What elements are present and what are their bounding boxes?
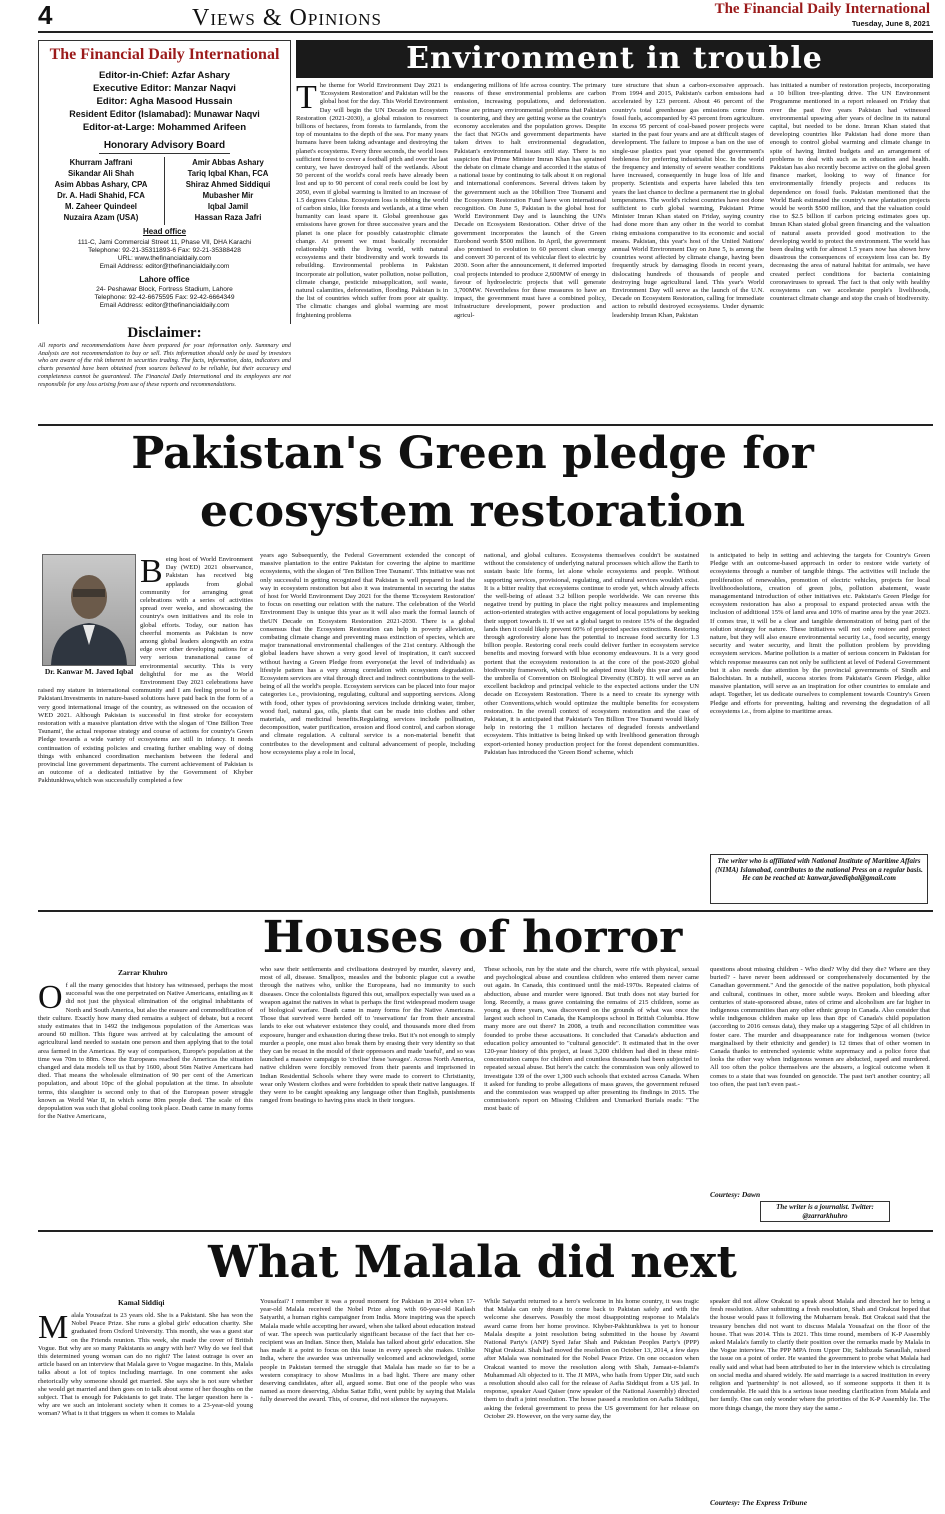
article1-column: Being host of World Environment Day (WED) 2021 observance, Pakistan has received big applauds from global community for arranging great celebrations with a series of activities spread over weeks, and showcasing the country's own initiatives and its role in global efforts. Today, our nation has cheerful moments as Pakistan is now among global leaders alongwith an extra edge over other developing nations for a very serious transnational cause of environmental security. This is very delightful for me as the World Environment Day 2021 celebrations have raised my stature in international community and I am feeling proud to be a Pakistani.Investments in nature-based solutions have paid back in the form of a very good international image of the country, as witnessed on the occasion of WED 2021. Although Pakistan is successful in first stroke for ecosystem restoration with a massive plantation drive with the slogan of 'One Billion Tree Tsunami', the actual response strategy and course of actions for country's Green Pledge towards a wide variety of ecosystems are still in infancy. It needs continuation of existing policies and creating further enabling way of doing things with enhanced coordination mechanism between the federal and provincial line government departments. The current achievement of Pakistan is an outcome of a dedicated initiative by the Government of Khyber Pakhtunkhwa,which was successfully completed a few xyxy=(38,556,253,785)
board-member: Iqbal Jamil xyxy=(207,202,249,211)
author-caption: Dr. Kanwar M. Javed Iqbal xyxy=(44,667,134,676)
article2-writer-note xyxy=(760,1201,890,1222)
masthead-box xyxy=(38,40,291,341)
board-member: Hassan Raza Jafri xyxy=(194,213,262,222)
article2-column: who saw their settlements and civilisations destroyed by murder, slavery and, most of all, disease. Smallpox, measles and the bubonic plague cut a swathe through the natives who, unlike the Europeans, had no immunity to such diseases. Once the colonialists figured this out, smallpox especially was used as a weapon against the natives in what is perhaps the first widespread modern usage of biological warfare. Death came in many forms for the Native Americans. Those that survived were herded off to 'reservations' far from their ancestral lands to eke out whatever existence they could, and thousands more died from exposure, hunger and exhaustion during these treks. But it's not enough to simply murder a people, one must also break them by erasing their very identity so that they can be recast in the mould of their oppressors and made 'useful', and so was launched a massive campaign to 'civilise' these 'savages'. Across North America, native children were forcibly removed from their parents and imprisoned in Indian Residential Schools where they were made to convert to Christianity, wear only Western clothes and were forbidden to speak their native languages. If they were to be caught speaking any language other than English, punishments ranged from beatings to having pins stuck in their tongues. xyxy=(260,966,475,1105)
head-office-title: Head office xyxy=(142,227,187,236)
advisory-board-divider xyxy=(164,157,165,225)
article1-column: national, and global cultures. Ecosystems themselves couldn't be sustained without the consistency of underlying natural processes which allow the Earth to sustain basic life forms, let alone whole ecosystems and people. Without supporting services, provisional, regulating, and cultural services wouldn't exist. It is a bitter reality that ecosystems continue to erode yet, which already affects the well-being of atleast 3.2 billion people worldwide. We can reverse this negative trend by putting in place the right policy measures and implementing action-oriented strategies with active engagement of local populations by seeking their support towards it. If we set a global target to restore 15% of the degraded lands then it could likely prevent 60% of projected species extinctions. Restoring through agroforestry alone has the potential to increase food security for 1.3 billion people. Restoring coral reefs could deliver further in ecosystem service benefits and moving forward with blue economy endeavours. It is a very good portent that the ecosystem restoration is at the core of the post-2020 global biodiversity framework, which will be adopted most likely this year and under the umbrella of Convention on Biological Diversity (CBD). It will serve as an excellent backdrop and principal vehicle to the expected actions under the UN decade on Ecosystem Restoration. There is a need to create its synergy with other Conventions,which would optimize the multiple benefits for ecosystem restoration. In the overall context of ecosystem restoration and the case of Pakistan, it is anticipated that Pakistan's Ten Billion Tree Tsunami would likely help in restoring the 1 million hectares of degraded forests andwetland ecosystem. This initiative is being linked up with livelihood generation through export-oriented honey production project for the forest dependent communities. Pakistan has introduced the 'Green Bond' scheme, which xyxy=(484,552,699,756)
head-office-email: Email Address: editor@thefinancialdaily.com xyxy=(99,263,230,270)
article3-courtesy: Courtesy: The Express Tribune xyxy=(710,1498,808,1507)
section-title: Views & Opinions xyxy=(192,5,382,31)
board-member: Sikandar Ali Shah xyxy=(67,169,134,178)
article2-column: Of all the many genocides that history has witnessed, perhaps the most successful was the one perpetrated on Native Americans, entailing as it did not just the physical elimination of the original inhabitants of North and South America, but also the erasure and commodification of their culture. Exactly how many died remains a subject of debate, but a recent study estimates that in 1492 the indigenous population of the Americas was around 60 million. This figure was arrived at by calculating the amount of agricultural land needed to sustain one person and then applying that to the total area farmed in the Americas. By way of comparison, Europe's population at the time was 70m to 88m. Once the Europeans reached the Americas the situation changed and data models tell us that by 1600, about 56m Native Americans had died. That means the wholesale elimination of 90 per cent of the American population, and about 10pc of the global population at the time. In absolute terms, this slaughter is second only to that of the European power struggle known as World War II, in which some 80m people died. The scale of this depopulation was such that global cooling took place. Death came in many forms for the Native Americans, xyxy=(38,982,253,1121)
board-member: Nuzaira Azam (USA) xyxy=(63,213,139,222)
article2-headline: Houses of horror xyxy=(262,912,683,963)
header-rule xyxy=(38,31,933,33)
page-number: 4 xyxy=(38,0,53,30)
editorial-headline: Environment in trouble xyxy=(406,41,823,76)
article1-headline-line1: Pakistan's Green pledge for xyxy=(131,428,814,479)
article2-column: These schools, run by the state and the church, were rife with physical, sexual and psychological abuse and countless children who entered them never came out again. In Canada, this continued until the mid-1970s. Repeated claims of abduction, abuse and murder were ignored. But truth does not stay buried for long. Recently, a mass grave containing the remains of 215 children, some as young as three years, was discovered on the grounds of what was once the largest such school in Canada, the Kamploops school in British Columbia. How many more are out there? In 2008, a truth and reconciliation committee was founded to probe these accusations. It concluded that Canada's abduction and education policy amounted to "cultural genocide". It estimated that in the over 120-year history of this project, at least 3,200 children had died in these mini-concentration camps for children and countless thousands had been subjected to repeated sexual abuse. But here's the catch: the commission was only allowed to investigate 139 of the over 1,300 such schools that existed across Canada. When it asked for funding to probe allegations of mass graves, the government refused and the commission was wrapped up after presenting its findings in 2015. The commission's report on Missing Children and Unmarked Burials reads: "The most basic of xyxy=(484,966,699,1113)
drop-cap: T xyxy=(296,82,317,116)
article1-column: is anticipated to help in setting and achieving the targets for Country's Green Pledge with an outcome-based approach in order to restore wide variety of ecosystems through a number of tangible things. The activities will include the proliferation of renewables, promotion of electric vehicles, projects for local livelihoodsolutions, creation of green jobs, pollution abatement, waste managementand introduction of other initiatives etc. Pakistan's Green Pledge for ecosystem restoration has also a proposal to expand protected areas with the inclusion of additional 15% of land area and 10% of marine area by the year 2023. If comes true, it will be a clear and tangible demonstration of being part of the solution strategy for nature. These initiatives will not only restore and protect nature, but they will also ensure environmental security i.e., food security, energy security and water security, and limit the pollution problem by providing ecosystem services. Marine pollution is a matter of serious concern in Pakistan for which response measures can not only be sufficient at level of Federal Government but it also needs due attention by the provincial governments of Sindh and Balochistan. In a nutshell, success stories from Pakistan's Green Pledge, alike massive plantation, will serve as an inspiration for other countries to emulate and adapt. Together, let us dedicate ourselves to complement towards Country's Green Pledge and efforts for preventing, halting and reversing the degradation of all ecosystems i.e., from alpine to maritime areas. xyxy=(710,552,930,715)
article1-writer-note xyxy=(710,854,928,904)
head-office-url: URL: www.thefinancialdaily.com xyxy=(117,255,212,262)
article3-column: While Satyarthi returned to a hero's welcome in his home country, it was tragic that Malala can only dream to come back to Pakistan safely and with the welcome she deserves. Possibly the most disappointing response to Malala's award came from her home province. Khyber-Pakhtunkhwa is yet to honour Malala despite a joint resolution being submitted in the house by Awami National Party's (ANP) Syed Jafar Shah and Pakistan Peoples Party's (PPP) Nighat Orakzai. Shah had moved the resolution on October 13, 2014, a few days after Malala was nominated for the Nobel Peace Prize. On one occasion when Orakzai wanted to move the resolution along with Shah, Jamaat-e-Islami's Muhammad Ali objected to it. The JI MPA, who hails from Upper Dir, said such a resolution should also call for the release of Aafia Siddiqui from a US jail. In response, speaker Asad Qaiser (now speaker of the National Assembly) directed them to draft a joint resolution. The house passed a resolution on Aafia Siddiqui, asking the federal government to press the US government for her release on October 29. However, on the very same day, the xyxy=(484,1298,699,1420)
editor-in-chief: Editor-in-Chief: Azfar Ashary xyxy=(99,70,230,81)
section-rule xyxy=(38,1230,933,1232)
article2-column: questions about missing children - Who died? Why did they die? Where are they buried? - have never been addressed or comprehensively documented by the Canadian government." And the genocide of the native population, both physical and cultural, continues in other, more subtle ways. Broken and bleeding after centuries of state-sponsored abuse, rates of crime and alcoholism are far higher in indigenous communities than any other ethnic group in Canada. Also consider that while indigenous children make up less than 8pc of Canada's child population (according to 2016 census data), they make up a staggering 52pc of all children in foster care. The murder and disappearance rate for indigenous women (twice marginalised by their ethnicity and gender) is 12 times that of other women in Canada thanks to entrenched systemic white supremacy and a police force that looks the other way when indigenous women are abducted, raped and murdered. All too often the police themselves are the abusers, a logical outcome when it comes to a state that was founded on genocide. The past isn't another country; all too often, the past isn't even past.- xyxy=(710,966,930,1088)
head-office-phone: Telephone: 92-21-35311893-6 Fax: 92-21-35388428 xyxy=(88,247,241,254)
lahore-office-phone: Telephone: 92-42-6675595 Fax: 92-42-6664349 xyxy=(94,294,235,301)
writer-note-text: The writer who is affiliated with National Institute of Maritime Affairs (NIMA) Islamabad, contributes to the national Press on a regular basis. He can be reached at: kanwar.javediqbal@gmail.com xyxy=(715,857,923,883)
board-member: Asim Abbas Ashary, CPA xyxy=(54,180,148,189)
article2-courtesy: Courtesy: Dawn xyxy=(710,1190,761,1199)
writer-note-text: The writer is a journalist. Twitter: @zarrarkhuhro xyxy=(776,1203,874,1220)
executive-editor: Executive Editor: Manzar Naqvi xyxy=(93,83,236,94)
drop-cap: B xyxy=(140,556,163,590)
lahore-office-email: Email Address: editor@thefinancialdaily.com xyxy=(99,302,230,309)
lahore-office-title: Lahore office xyxy=(139,275,190,284)
editorial-column: The theme for World Environment Day 2021 is 'Ecosystem Restoration' and Pakistan will be the global host for the day. This World Environment Day will begin the UN Decade on Ecosystem Restoration (2021-2030), a global mission to resurrect billions of hectares, from forests to farmlands, from the top of mountains to the depth of the sea. For many years humans have been taking advantage and destroying the planet's ecosystems. Every three seconds, the world loses sufficient forest to cover a football pitch and over the last century, we have destroyed half of the wetlands. About 50 percent of the world's coral reefs have already been lost and up to 90 percent of coral reefs could be lost by 2050, even if global warming is limited to an increase of 1.5 degrees Celsius. Ecosystem loss is robbing the world of carbon sinks, like forests and wetlands, at a time when humanity can least spare it. Global greenhouse gas emissions have grown for three successive years and the planet is one place for possibly catastrophic climate change. At present we must basically reconsider relationship with the living world, with natural ecosystems and their biodiversity and work towards its rebuilding. Environmental problems in Pakistan incorporate air pollution, water pollution, noise pollution, climate change, pesticide misapplication, soil waste, natural calamities, deforestation, flooding. Pakistan is in the list of countries which suffer from poor air quality. The climatic changes and global warming are most frightening problems xyxy=(296,82,448,319)
photo-spacer xyxy=(38,556,140,686)
article1-column: years ago Subsequently, the Federal Government extended the concept of massive plantation to the entire Pakistan for covering the alpine to maritime ecosystems, with the slogan of 'Ten Billion Tree Tsunami'. This initiative was not only successful in getting recognized that Pakistan is well prepared to lead the way in ecosystem restoration but also it was instrumental in securing the status of host for World Environment Day 2021 for the theme 'Ecosystem Restoration' to focus on resetting our relation with the nature. The celebration of the World Environment Day is unique this year as it will also mark the formal launch of theUN Decade on Ecosystem Restoration 2021-2030. There is a global consensus that the Ecosystem Restoration can help in poverty alleviation, combating climate change and preventing mass extinction of species, which are major transnational environmental challenges of the 21st century. Although the global leaders have shown a very good level of inspiration, it can't succeed without having a Green Pledge from everyone(at the level of individuals) as lifestyle pattern has a very strong correlation with ecosystem degradation. Ecosystem services are vital through direct and indirect contributions to the well-being of all the world's people. Ecosystem services can be placed into four major categories i.e., provisioning, regulating, cultural and supporting services. Along with food, other types of provisioning services include drinking water, timber, wood fuel, natural gas, oils, plants that can be made into clothes and other materials, and medicinal benefits.Regulating services include pollination, decomposition, water purification, erosion and flood control, and carbon storage and climate regulation. A cultural service is a non-material benefit that contributes to the development and cultural advancement of people, including how ecosystems play a role in local, xyxy=(260,552,475,756)
board-member: Dr. A. Hadi Shahid, FCA xyxy=(57,191,145,200)
drop-cap: O xyxy=(38,982,63,1016)
editorial-column: has initiated a number of restoration projects, incorporating a 10 billion tree-planting drive. The UN Environment Programme mentioned in a report released on Friday that over the past five years Pakistan had witnessed environmental upswing after years of decline in its natural capital, but needed to be done. Imran Khan stated that developing countries like Pakistan had done more than enough to control global warming and climate change in spite of having limited budgets and an arrangement of problems to deal with such as in education and health. Pakistan has also recently become active on the global green finance market, looking to way of finance for environmentally friendly projects and reduces its dependence on fossil fuels. Pakistan mentioned that the World Bank estimated the country's new plantation projects would be worth $500 million, and that the valuation could rise to $2.5 billion if carbon pricing estimates goes up. Imran Khan stated global green financing and the valuation of natural assets provided good motivation to the developing world to protect the environment. The world has been dealing with for almost 1.5 years now has shown how disastrous the consequences of ecosystem loss can be. By decreasing the area of natural habitat for animals, we have created perfect conditions for bacteria containing coronaviruses to spread. The fact is that only with healthy ecosystems can we accelerate people's livelihoods, counteract climate change and stop the crash of biodiversity. xyxy=(770,82,930,303)
drop-cap: M xyxy=(38,1312,69,1346)
board-member: Tariq Iqbal Khan, FCA xyxy=(187,169,269,178)
article2-byline: Zarrar Khuhro xyxy=(118,968,168,977)
board-member: M. Zaheer Quindeel xyxy=(65,202,137,211)
board-member: Shiraz Ahmed Siddiqui xyxy=(185,180,271,189)
article3-headline: What Malala did next xyxy=(208,1237,737,1288)
board-member: Khurram Jaffrani xyxy=(69,158,133,167)
lahore-office-address: 24- Peshawar Block, Fortress Stadium, Lahore xyxy=(96,286,233,293)
masthead-paper-name: The Financial Daily International xyxy=(49,46,280,63)
article3-column: Malala Yousafzai is 23 years old. She is a Pakistani. She has won the Nobel Peace Prize. She runs a global girls' education charity. She graduated from Oxford University. This month, she was a guest star on the Friends reunion. This week, she made the cover of British Vogue. But why are so many Pakistanis so angry with her? Why do we feel that this determined young woman can do no right? The latest outrage is over an article based on an interview that Malala gave to Vogue magazine. In this, Malala talks about a lot of topics including marriage. In one comment she asks rhetorically why someone should get married. She says she is not sure whether she would get married and then goes on to talk about some of her thoughts on the subject. That is enough for Pakistanis to get irate. The larger question here is - why are we such an intolerant society when it comes to a 23-year-old young woman? What is it that triggers us when it comes to Malala xyxy=(38,1312,253,1418)
editorial-column: ture structure that shun a carbon-excessive approach. From 1994 and 2015, Pakistan's carbon emissions had accelerated by 123 percent. About 46 percent of the country's total greenhouse gas emissions come from fossil fuels, accompanied by 43 percent from agriculture. In excess 95 percent of coal-based power projects were started in the past four years and are at difficult stages of development. The failure to impose a ban on the use of single-use plastics past year opened the government's feebleness for preferring industrialist bloc. In the world the frequency and intensity of severe weather conditions have increased, consequently in huge loss of life and property. Scientists and experts have labeled this ten years the last chance to decline a permanent rise in global temperatures. The world's richest countries have not done sufficient to curb global warming, Pakistani Prime Minister Imran Khan stated on Friday, saying country had done more than any other in the world to combat rising emissions comparative to its economic and social means. Pakistan, this year's host of the United Nations' annual World Environment Day on June 5, is among the countries worst affected by climate change, having been frequently struck by damaging floods in recent years, dislocating hundreds of thousands of people and destroying huge agricultural land. This year's World Environment Day will serve as the launch of the U.N. Decade on Ecosystem Restoration, calling for immediate action to rebuild destroyed ecosystems. Under dynamic leadership Imran Khan, Pakistan xyxy=(612,82,764,319)
editor: Editor: Agha Masood Hussain xyxy=(96,96,233,107)
board-member: Amir Abbas Ashary xyxy=(192,158,264,167)
article3-column: Yousafzai? I remember it was a proud moment for Pakistan in 2014 when 17-year-old Malala received the Nobel Prize along with 60-year-old Kailash Satyarthi, a human rights campaigner from India. More inspiring was the speech Malala made while accepting her award, when she talked about education instead of war. The speech was particularly significant because of the fact that her co-recipient was an Indian. Since then, Malala has talked about girls' education. She has made it a point to focus on this issue in every speech she makes. Unlike India, where the awardee was universally welcomed and acknowledged, some people in Pakistan termed the struggle that Malala has made so far to be a western conspiracy to show Muslims in a bad light. There are many other deserving candidates, after all, argued some. But one of the people who was named as more deserving, Abdus Sattar Edhi, went public by saying that Malala fully deserved the award. This, of course, did not silence the naysayers. xyxy=(260,1298,475,1404)
article1-headline-line2: ecosystem restoration xyxy=(199,486,746,537)
advisory-board-title: Honorary Advisory Board xyxy=(99,139,230,154)
disclaimer-title: Disclaimer: xyxy=(38,324,291,342)
board-member: Mubasher Mir xyxy=(202,191,254,200)
editor-at-large: Editor-at-Large: Mohammed Arifeen xyxy=(82,122,247,133)
disclaimer-text: All reports and recommendations have been prepared for your information only. Summary and Analysis are not recommendation to buy or sell. This information should only be used by investors who are aware of the risk inherent in securities trading. The facts, information, data, indicators and charts presented have been obtained from sources believed to be reliable, but their accuracy and completeness cannot be guaranteed. The Financial Daily International and its employees are not responsible for any loss arising from use of these reports and recommendations. xyxy=(38,342,291,388)
section-rule xyxy=(38,424,933,426)
header-paper-name: The Financial Daily International xyxy=(714,1,930,17)
article3-byline: Kamal Siddiqi xyxy=(118,1298,165,1307)
resident-editor: Resident Editor (Islamabad): Munawar Naqvi xyxy=(69,109,260,119)
header-date: Tuesday, June 8, 2021 xyxy=(851,19,930,28)
head-office-address: 111-C, Jami Commercial Street 11, Phase VII, DHA Karachi xyxy=(77,239,252,246)
article3-column: speaker did not allow Orakzai to speak about Malala and directed her to bring a fresh resolution. After submitting a fresh resolution, Shah and Orakzai hoped that the house would pass it following the Muharram break. But Orakzai said that the treasury benches did not want to discuss Malala Yousafzai on the floor of the house. That was 2014. This is 2021. This time round, members of K-P Assembly asked Malala's family to clarify their position over the remarks made by Malala in the Vogue interview. The PPP MPA from Upper Dir, Sahibzada Sanaullah, raised the issue on a point of order. He wanted the government to probe what Malala had really said and what had been attributed to her in the interview which is circulating on social media and shared widely. He said marriage is a sacred institution in every religion and 'partnership' is not allowed, so if someone supports it then it is condemnable. He said this is a serious issue needing clarification from Malala and her family. One can only wonder where the priorities of the K-P Assembly lie. The more things change, the more they stay the same.- xyxy=(710,1298,930,1412)
editorial-column: endangering millions of life across country. The primary reasons of these environmental problems are carbon emission, increasing populations, and deforestation. These are primary environmental problems that Pakistan is countering, and they are getting worse as the country's economy accelerates and the population grows. Despite the fact that NGOs and government departments have taken drives to halt environmental degradation, Pakistan's environmental issues still stay. There is no suspicion that Prime Minister Imran Khan has sprained the debate on climate change and accorded it the status of a national issue by continuing to talk about it on regional and international conferences. Several drives taken by the government such as the 10billion Tree Tsunami and the Ecosystem Restoration Fund have won international recognition. On June 5, Pakistan is the global host for World Environment Day and is launching the UN's Decade on Ecosystem Restoration. Other drive of the government incorporates the launch of the Green Eurobond worth $500 million. In April, the government also promised to evolution to 60 percent clean energy and convert 30 percent of its vehicular fleet to electric by 2030. Soon after the announcement, it deferred imported coal projects intended to produce 2,600MW of energy in favour of hydroelectric projects that will generate 3,700MW. Nevertheless for these measures to have an impact, the government must have a combined policy, infrastructure development, power production and agricul- xyxy=(454,82,606,319)
